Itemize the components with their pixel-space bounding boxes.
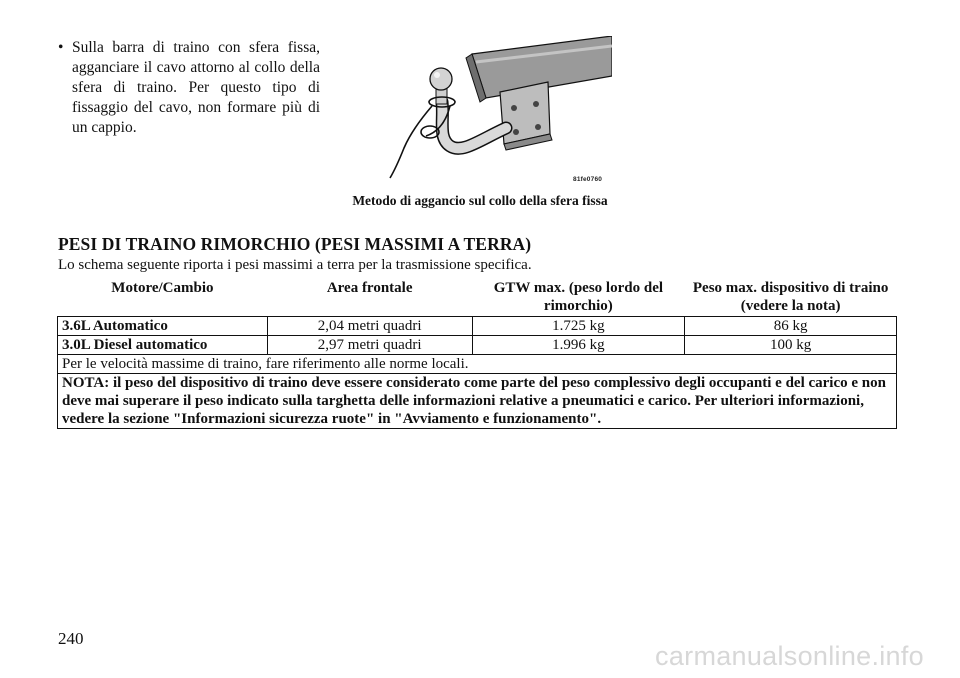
section-intro: Lo schema seguente riporta i pesi massimi a terra per la trasmissione specifica. — [58, 257, 532, 273]
bullet-paragraph — [58, 38, 320, 138]
figure-code: 81fe0760 — [573, 176, 603, 183]
row-engine: 3.6L Automatico — [58, 317, 268, 336]
speed-note-row — [58, 355, 897, 374]
header-engine-transmission: Motore/Cambio — [58, 279, 268, 317]
table-header-row — [58, 279, 897, 317]
header-frontal-area: Area frontale — [267, 279, 472, 317]
note-row — [58, 374, 897, 429]
bullet-text: Sulla barra di traino con sfera fissa, agganciare il cavo attorno al collo della sfera di traino. Per questo tipo di fissaggio del cavo, non formare più di un cappio. — [72, 39, 320, 136]
row-gtw: 1.725 kg — [472, 317, 685, 336]
bullet-marker: • — [58, 39, 64, 56]
tow-ball-cable-drawing — [380, 36, 612, 188]
tow-ball-illustration — [380, 36, 612, 188]
table-row — [58, 317, 897, 336]
row-gtw: 1.996 kg — [472, 336, 685, 355]
row-frontal-area: 2,04 metri quadri — [267, 317, 472, 336]
tongue-weight-note: NOTA: il peso del dispositivo di traino deve essere considerato come parte del peso complessivo degli occupanti e del carico e non deve mai superare il peso indicato sulla targhetta delle informazioni relative a pneumatici e carico. Per ulteriori informazioni, vedere la sezione "Informazioni sicurezza ruote" in "Avviamento e funzionamento". — [58, 374, 897, 429]
section-title: PESI DI TRAINO RIMORCHIO (PESI MASSIMI A TERRA) — [58, 234, 532, 254]
towing-weights-table — [57, 279, 897, 429]
site-watermark: carmanualsonline.info — [655, 641, 924, 671]
figure-caption: Metodo di aggancio sul collo della sfera fissa — [352, 193, 608, 208]
header-gtw-max: GTW max. (peso lordo del rimorchio) — [472, 279, 685, 317]
table-row — [58, 336, 897, 355]
speed-note: Per le velocità massime di traino, fare riferimento alle norme locali. — [58, 355, 897, 374]
row-tongue-weight: 86 kg — [685, 317, 897, 336]
page-number: 240 — [58, 629, 84, 648]
row-frontal-area: 2,97 metri quadri — [267, 336, 472, 355]
row-tongue-weight: 100 kg — [685, 336, 897, 355]
row-engine: 3.0L Diesel automatico — [58, 336, 268, 355]
header-tongue-weight-max: Peso max. dispositivo di traino (vedere la nota) — [685, 279, 897, 317]
